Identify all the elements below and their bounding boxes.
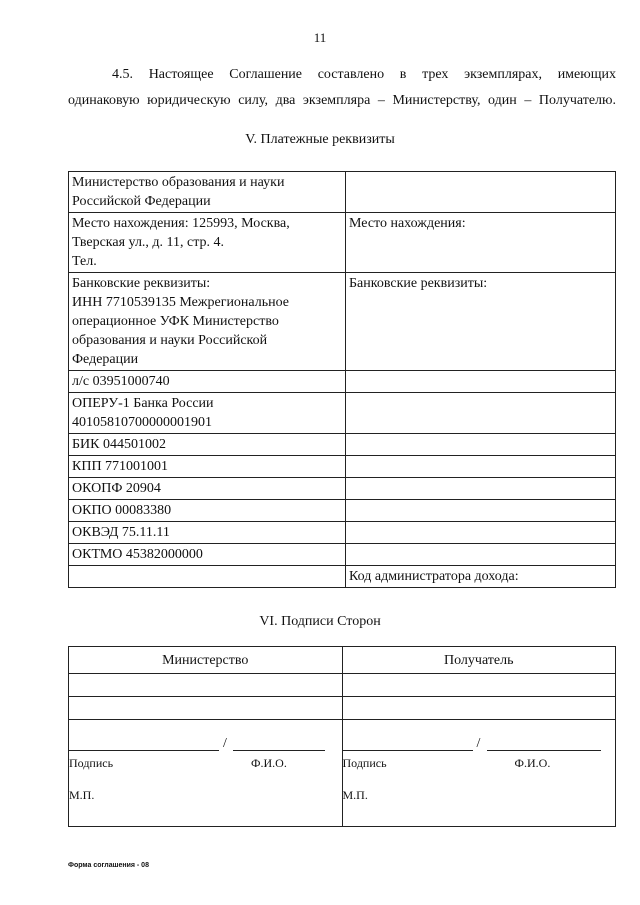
ministry-detail-cell [69,172,346,213]
signature-blank-row [69,674,343,697]
signature-header-recipient: Получатель [342,647,616,674]
ministry-detail-cell [69,522,346,544]
ministry-detail-line: ОКТМО 45382000000 [72,547,203,562]
payment-row [69,273,616,371]
ministry-detail-cell [69,371,346,393]
ministry-detail-line: Тел. [72,254,97,269]
fio-line [233,750,325,751]
form-footer: Форма соглашения - 08 [68,862,149,869]
recipient-detail-cell [346,434,616,456]
ministry-detail-cell [69,434,346,456]
page-number: 11 [313,30,327,45]
ministry-detail-line: Место нахождения: 125993, Москва, [72,216,290,231]
fio-label: Ф.И.О. [514,756,551,770]
recipient-detail-cell [346,544,616,566]
signature-line [69,750,219,751]
signatures-table [68,646,616,827]
ministry-detail-line: КПП 771001001 [72,459,169,474]
fio-line [487,750,601,751]
signature-header-ministry: Министерство [69,647,343,674]
payment-row [69,500,616,522]
ministry-detail-line [72,567,342,586]
signature-blank-row [342,697,616,720]
signature-blank-row [342,674,616,697]
ministry-detail-cell [69,500,346,522]
recipient-detail-cell: Код администратора дохода: [346,566,616,588]
fio-label: Ф.И.О. [251,756,287,770]
ministry-detail-cell [69,213,346,273]
payment-row [69,522,616,544]
sign-label: Подпись [342,756,387,770]
payment-row [69,172,616,213]
section-5-title: V. Платежные реквизиты [245,132,395,147]
recipient-detail-cell: Место нахождения: [346,213,616,273]
signature-slash: / [476,736,481,751]
recipient-detail-cell [346,371,616,393]
ministry-signature-block [69,720,343,827]
recipient-detail-cell [346,393,616,434]
signature-slash: / [223,736,227,751]
ministry-detail-cell [69,544,346,566]
ministry-detail-cell [69,478,346,500]
payment-row [69,456,616,478]
ministry-detail-line: Министерство образования и науки [72,175,285,190]
payment-details-table [68,171,616,588]
ministry-detail-line: ОПЕРУ-1 Банка России [72,396,214,411]
payment-row [69,544,616,566]
ministry-detail-cell [69,273,346,371]
ministry-detail-line: ОКПО 00083380 [72,503,172,518]
ministry-detail-line: образования и науки Российской [72,333,268,348]
recipient-detail-cell [346,478,616,500]
ministry-detail-cell [69,456,346,478]
ministry-detail-line: операционное УФК Министерство [72,314,279,329]
recipient-detail-cell: Банковские реквизиты: [346,273,616,371]
ministry-detail-line: ОКОПФ 20904 [72,481,161,496]
payment-row [69,213,616,273]
stamp-label: М.П. [69,788,95,802]
payment-row [69,393,616,434]
ministry-detail-line: ИНН 7710539135 Межрегиональное [72,295,290,310]
signature-line [343,750,473,751]
recipient-signature-block [342,720,616,827]
clause-line-2: одинаковую юридическую силу, два экземпляра – Министерству, один – Получателю. [68,93,616,108]
ministry-detail-line: Тверская ул., д. 11, стр. 4. [72,235,225,250]
ministry-detail-line: Российской Федерации [72,194,211,209]
ministry-detail-line: Федерации [72,352,139,367]
ministry-detail-line: 40105810700000001901 [72,415,212,430]
ministry-detail-line: Банковские реквизиты: [72,276,211,291]
section-6-title: VI. Подписи Сторон [259,614,381,629]
sign-label: Подпись [69,756,114,770]
payment-row [69,566,616,588]
recipient-detail-cell [346,172,616,213]
clause-4-5 [68,62,616,114]
recipient-detail-cell [346,522,616,544]
ministry-detail-cell [69,566,346,588]
payment-row [69,434,616,456]
recipient-detail-cell [346,500,616,522]
ministry-detail-line: БИК 044501002 [72,437,166,452]
stamp-label: М.П. [342,788,368,802]
ministry-detail-cell [69,393,346,434]
signature-blank-row [69,697,343,720]
clause-line-1: 4.5. Настоящее Соглашение составлено в трех экземплярах, имеющих [112,67,616,82]
recipient-detail-cell [346,456,616,478]
payment-row [69,478,616,500]
ministry-detail-line: л/с 03951000740 [72,374,170,389]
ministry-detail-line: ОКВЭД 75.11.11 [72,525,170,540]
payment-row [69,371,616,393]
